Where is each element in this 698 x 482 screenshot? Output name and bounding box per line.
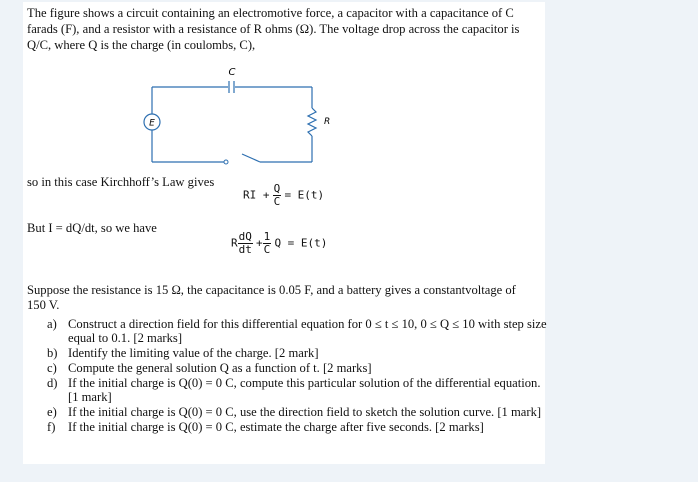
eq2-plus: +: [256, 236, 263, 250]
emf-label: E: [149, 118, 155, 129]
eq2-lead: R: [231, 236, 238, 250]
part-c: [47, 361, 547, 375]
question-parts: [47, 317, 547, 435]
eq2-rhs: Q = E(t): [274, 236, 328, 250]
eq1-lhs: RI +: [243, 188, 270, 202]
but-text: But I = dQ/dt, so we have: [27, 221, 157, 235]
eq2-frac2-den: C: [263, 243, 271, 256]
part-b: [47, 346, 547, 360]
equation-1: [243, 183, 324, 208]
equation-2: [231, 231, 327, 256]
part-text: If the initial charge is Q(0) = 0 C, use the direction field to sketch the solution curve. [1 mark]: [68, 405, 542, 419]
part-e: [47, 405, 547, 419]
eq2-frac2-num: 1: [263, 230, 271, 243]
eq1-frac-den: C: [273, 195, 281, 208]
capacitor-label: C: [228, 67, 236, 78]
part-label: d): [47, 376, 58, 390]
part-label: f): [47, 420, 56, 434]
resistor-label: R: [324, 117, 331, 127]
kirchhoff-text: so in this case Kirchhoff’s Law gives: [27, 175, 215, 189]
resistor-icon: [308, 108, 316, 136]
part-label: b): [47, 346, 58, 360]
eq2-frac1-num: dQ: [238, 230, 252, 243]
part-text: Identify the limiting value of the charge. [2 mark]: [68, 346, 319, 360]
part-f: [47, 420, 547, 434]
part-d: [47, 376, 547, 404]
part-text: Construct a direction field for this differential equation for 0 ≤ t ≤ 10, 0 ≤ Q ≤ 10 with step size equal to 0.1. [2 marks]: [68, 317, 547, 345]
part-text: Compute the general solution Q as a function of t. [2 marks]: [68, 361, 372, 375]
part-label: e): [47, 405, 57, 419]
eq2-fraction-2: [263, 231, 272, 256]
part-label: a): [47, 317, 57, 331]
intro-paragraph: The figure shows a circuit containing an electromotive force, a capacitor with a capacitance of C farads (F), and a resistor with a resistance of R ohms (Ω). The voltage drop across the capacitor is Q/C, where Q is the charge (in coulombs, C),: [27, 6, 520, 52]
part-text: If the initial charge is Q(0) = 0 C, compute this particular solution of the differential equation. [1 mark]: [68, 376, 541, 404]
eq2-frac1-den: dt: [238, 243, 252, 256]
eq1-fraction: [273, 183, 282, 208]
switch-arm-icon: [242, 154, 260, 162]
part-label: c): [47, 361, 57, 375]
eq1-frac-num: Q: [273, 182, 281, 195]
eq1-rhs: = E(t): [284, 188, 325, 202]
part-a: [47, 317, 547, 345]
question-text: Suppose the resistance is 15 Ω, the capacitance is 0.05 F, and a battery gives a constantvoltage of 150 V.: [27, 283, 516, 312]
eq2-fraction-1: [238, 231, 253, 256]
switch-contact-icon: [224, 160, 228, 164]
part-text: If the initial charge is Q(0) = 0 C, estimate the charge after five seconds. [2 marks]: [68, 420, 484, 434]
circuit-diagram: [142, 62, 342, 172]
